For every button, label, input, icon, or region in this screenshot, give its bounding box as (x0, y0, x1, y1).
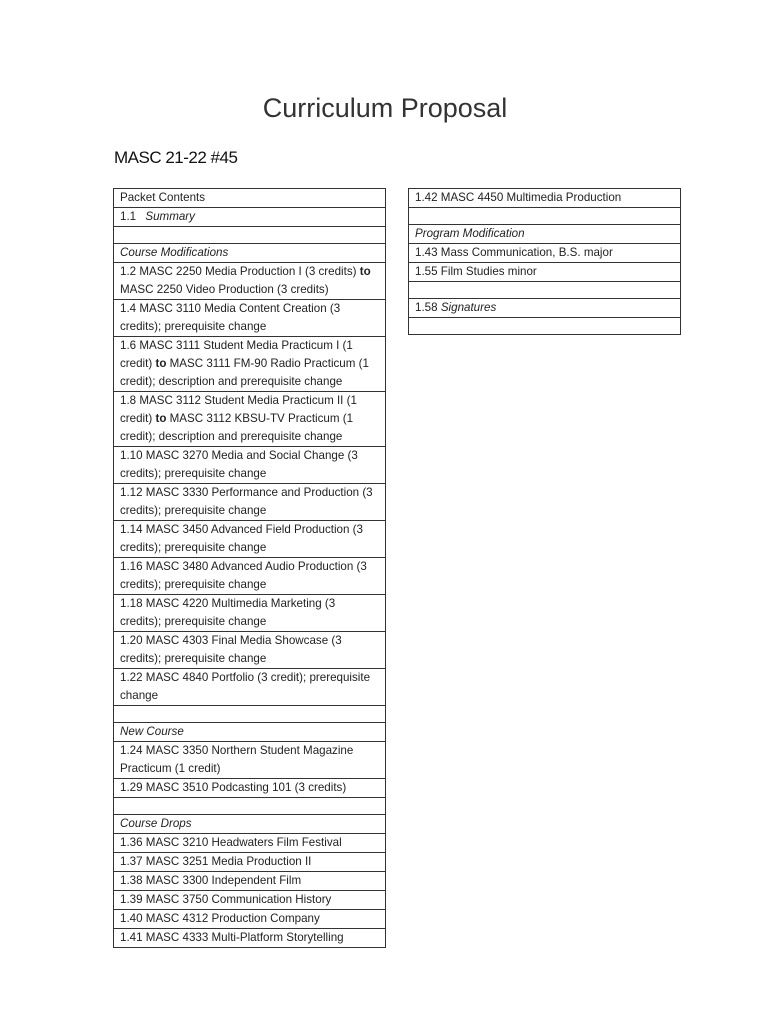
table-row: 1.38 MASC 3300 Independent Film (114, 872, 386, 891)
row-text: 1.8 MASC 3112 Student Media Practicum II (1 credit) (120, 394, 357, 425)
document-title: Curriculum Proposal (262, 93, 508, 123)
table-row: 1.55 Film Studies minor (409, 263, 681, 282)
summary-row (114, 208, 386, 227)
section-new-course: New Course (114, 723, 386, 742)
to-label: to (155, 412, 167, 425)
table-row: 1.4 MASC 3110 Media Content Creation (3 credits); prerequisite change (114, 300, 386, 337)
to-label: to (155, 357, 167, 370)
row-text: MASC 2250 Video Production (3 credits) (120, 283, 329, 296)
table-row: 1.41 MASC 4333 Multi-Platform Storytelling (114, 929, 386, 948)
summary-label: Summary (145, 210, 195, 223)
table-row: 1.22 MASC 4840 Portfolio (3 credit); prerequisite change (114, 669, 386, 706)
table-row: 1.18 MASC 4220 Multimedia Marketing (3 credits); prerequisite change (114, 595, 386, 632)
empty-row (409, 282, 681, 299)
row-text: MASC 3112 KBSU-TV Practicum (1 credit); description and prerequisite change (120, 412, 354, 443)
table-row: 1.24 MASC 3350 Northern Student Magazine Practicum (1 credit) (114, 742, 386, 779)
table-row: 1.12 MASC 3330 Performance and Production (3 credits); prerequisite change (114, 484, 386, 521)
signatures-number: 1.58 (415, 301, 438, 314)
table-row: 1.20 MASC 4303 Final Media Showcase (3 credits); prerequisite change (114, 632, 386, 669)
document-subtitle: MASC 21-22 #45 (114, 148, 238, 167)
row-text: 1.6 MASC 3111 Student Media Practicum I (1 credit) (120, 339, 353, 370)
to-label: to (359, 265, 371, 278)
summary-number: 1.1 (120, 210, 137, 223)
table-row: 1.16 MASC 3480 Advanced Audio Production (3 credits); prerequisite change (114, 558, 386, 595)
packet-contents-table-left (113, 188, 386, 948)
row-text: MASC 3111 FM-90 Radio Practicum (1 credit); description and prerequisite change (120, 357, 369, 388)
table-row: 1.42 MASC 4450 Multimedia Production (409, 189, 681, 208)
empty-row (114, 798, 386, 815)
empty-row (409, 208, 681, 225)
table-row: 1.10 MASC 3270 Media and Social Change (3 credits); prerequisite change (114, 447, 386, 484)
table-row (114, 337, 386, 392)
table-row (114, 392, 386, 447)
table-row: 1.36 MASC 3210 Headwaters Film Festival (114, 834, 386, 853)
section-course-drops: Course Drops (114, 815, 386, 834)
packet-contents-table-right (408, 188, 681, 335)
table-row: 1.37 MASC 3251 Media Production II (114, 853, 386, 872)
table-row (114, 263, 386, 300)
row-text: 1.2 MASC 2250 Media Production I (3 credits) (120, 265, 357, 278)
table-row: 1.40 MASC 4312 Production Company (114, 910, 386, 929)
table-row: 1.43 Mass Communication, B.S. major (409, 244, 681, 263)
table-row: 1.14 MASC 3450 Advanced Field Production (3 credits); prerequisite change (114, 521, 386, 558)
signatures-row (409, 299, 681, 318)
signatures-label: Signatures (440, 301, 497, 314)
empty-row (409, 318, 681, 335)
table-row: 1.29 MASC 3510 Podcasting 101 (3 credits) (114, 779, 386, 798)
packet-contents-header: Packet Contents (114, 189, 386, 208)
table-row: 1.39 MASC 3750 Communication History (114, 891, 386, 910)
section-course-modifications: Course Modifications (114, 244, 386, 263)
empty-row (114, 706, 386, 723)
section-program-modification: Program Modification (409, 225, 681, 244)
empty-row (114, 227, 386, 244)
